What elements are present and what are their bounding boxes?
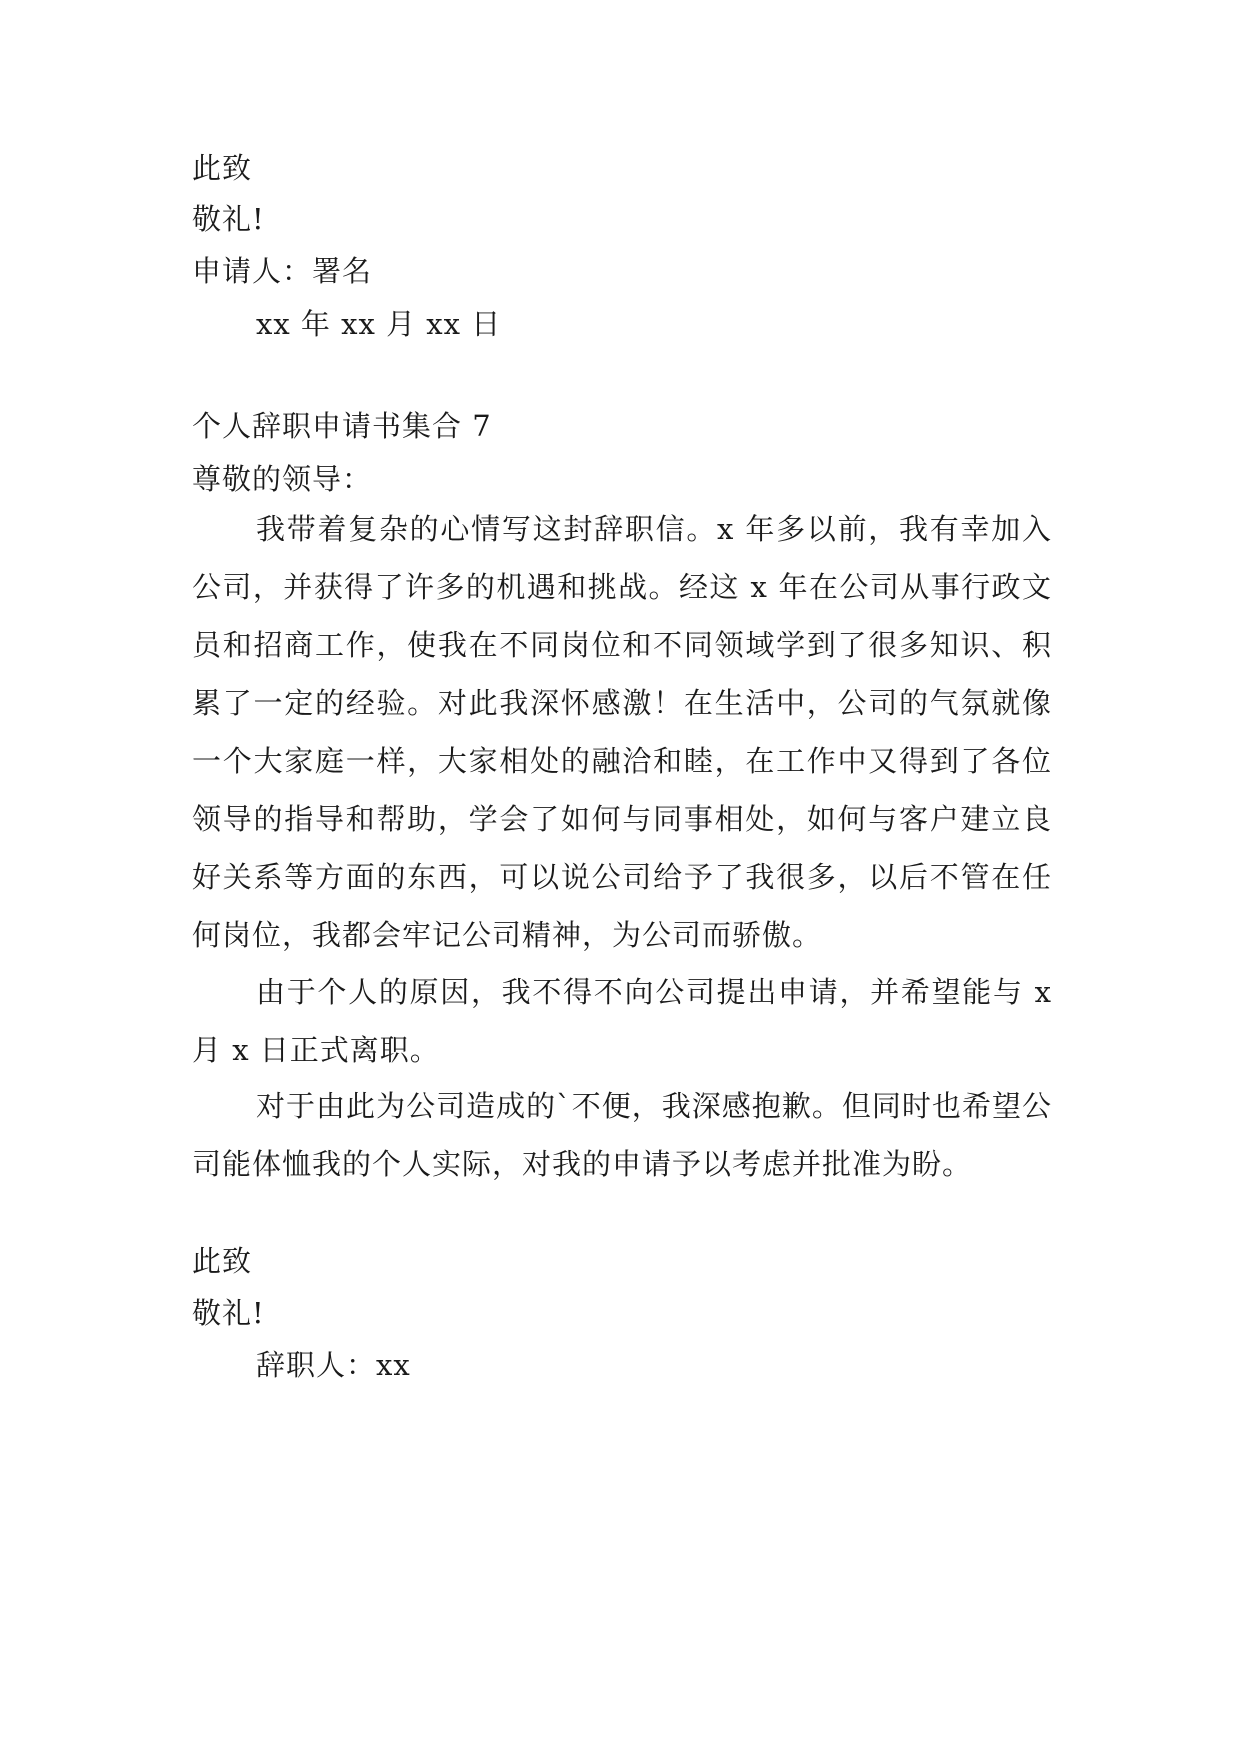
salutation: 尊敬的领导： [192, 462, 373, 496]
resigner-signature: 辞职人：xx [256, 1348, 411, 1382]
body-paragraph-2: 由于个人的原因，我不得不向公司提出申请，并希望能与 x 月 x 日正式离职。 [192, 975, 1052, 1067]
section-title: 个人辞职申请书集合 7 [192, 409, 492, 443]
body-paragraph-3: 对于由此为公司造成的`不便，我深感抱歉。但同时也希望公司能体恤我的个人实际，对我的申请予以考虑并批准为盼。 [192, 1089, 1052, 1181]
body-paragraph-1: 我带着复杂的心情写这封辞职信。x 年多以前，我有幸加入公司，并获得了许多的机遇和挑战。经这 x 年在公司从事行政文员和招商工作，使我在不同岗位和不同领域学到了很多知识、积累了一定的经验。对此我深怀感激！在生活中，公司的气氛就像一个大家庭一样，大家相处的融洽和睦，在工作中又得到了各位领导的指导和帮助，学会了如何与同事相处，如何与客户建立良好关系等方面的东西，可以说公司给予了我很多，以后不管在任何岗位，我都会牢记公司精神，为公司而骄傲。 [192, 512, 1052, 952]
closing-line-1: 此致 [192, 151, 253, 185]
closing-line-3: 此致 [192, 1244, 253, 1278]
closing-line-2: 敬礼! [192, 202, 265, 236]
closing-line-4: 敬礼! [192, 1296, 265, 1330]
date-line: xx 年 xx 月 xx 日 [256, 307, 502, 341]
applicant-signature: 申请人：署名 [192, 254, 373, 288]
